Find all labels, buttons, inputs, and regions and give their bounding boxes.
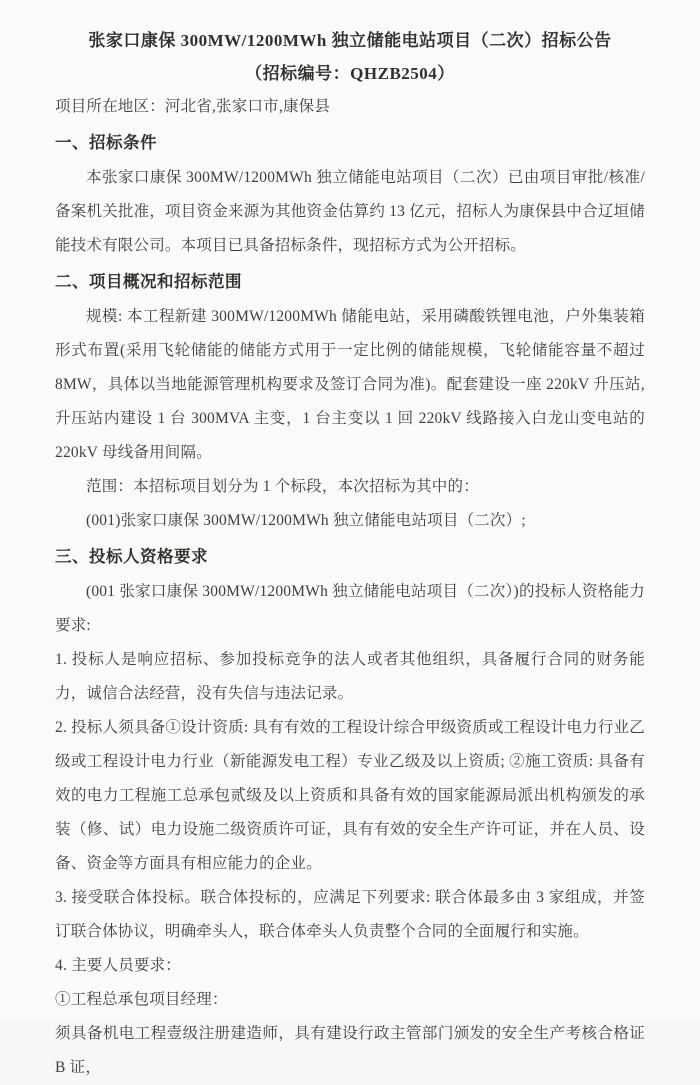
tender-number-line: （招标编号：QHZB2504） bbox=[245, 64, 455, 83]
document-title: 张家口康保 300MW/1200MWh 独立储能电站项目（二次）招标公告 bbox=[88, 31, 612, 50]
paragraph-requirement-4: 4. 主要人员要求： bbox=[55, 957, 182, 974]
project-location-line: 项目所在地区：河北省,张家口市,康保县 bbox=[55, 98, 331, 115]
section-bidder-qualifications bbox=[55, 539, 645, 1085]
section-project-overview-scope bbox=[55, 264, 645, 538]
paragraph-epc-project-manager: ①工程总承包项目经理： bbox=[55, 991, 228, 1008]
section-2-heading: 二、项目概况和招标范围 bbox=[55, 272, 242, 291]
paragraph-requirement-3: 3. 接受联合体投标。联合体投标的，应满足下列要求: 联合体最多由 3 家组成，并签订联合体协议，明确牵头人，联合体牵头人负责整个合同的全面履行和实施。 bbox=[55, 889, 645, 940]
paragraph-qualification-intro: (001 张家口康保 300MW/1200MWh 独立储能电站项目（二次）)的投标人资格能力要求: bbox=[55, 583, 645, 634]
paragraph-pm-certification: 须具备机电工程壹级注册建造师，具有建设行政主管部门颁发的安全生产考核合格证 B 证， bbox=[55, 1025, 645, 1076]
paragraph-project-scale: 规模: 本工程新建 300MW/1200MWh 储能电站，采用磷酸铁锂电池，户外集装箱形式布置(采用飞轮储能的储能方式用于一定比例的储能规模，飞轮储能容量不超过 8MW，具体以当地能源管理机构要求及签订合同为准)。配套建设一座 220kV 升压站,升压站内建设 1 台 300MVA 主变，1 台主变以 1 回 220kV 线路接入白龙山变电站的 220kV 母线备用间隔。 bbox=[55, 308, 645, 461]
paragraph-lot-001: (001)张家口康保 300MW/1200MWh 独立储能电站项目（二次）; bbox=[86, 512, 526, 529]
paragraph-tender-conditions: 本张家口康保 300MW/1200MWh 独立储能电站项目（二次）已由项目审批/核准/备案机关批准，项目资金来源为其他资金估算约 13 亿元，招标人为康保县中合辽垣储能技术有限公司。本项目已具备招标条件，现招标方式为公开招标。 bbox=[55, 169, 645, 254]
section-1-heading: 一、招标条件 bbox=[55, 133, 157, 152]
paragraph-requirement-2: 2. 投标人须具备①设计资质: 具有有效的工程设计综合甲级资质或工程设计电力行业乙级或工程设计电力行业（新能源发电工程）专业乙级及以上资质; ②施工资质: 具备有效的电力工程施工总承包贰级及以上资质和具备有效的国家能源局派出机构颁发的承装（修、试）电力设施二级资质许可证，具有有效的安全生产许可证，并在人员、设备、资金等方面具有相应能力的企业。 bbox=[55, 719, 645, 872]
paragraph-tender-scope: 范围：本招标项目划分为 1 个标段，本次招标为其中的： bbox=[86, 478, 479, 495]
section-3-heading: 三、投标人资格要求 bbox=[55, 547, 208, 566]
section-tender-conditions bbox=[55, 125, 645, 263]
paragraph-requirement-1: 1. 投标人是响应招标、参加投标竞争的法人或者其他组织，具备履行合同的财务能力，诚信合法经营，没有失信与违法记录。 bbox=[55, 651, 645, 702]
